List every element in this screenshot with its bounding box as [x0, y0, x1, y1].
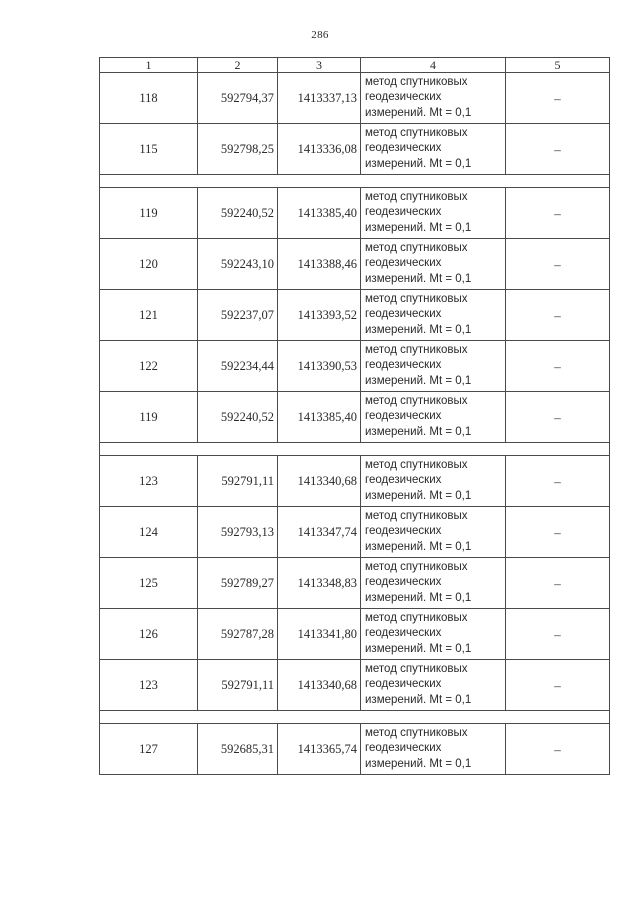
- note-cell: –: [506, 290, 610, 341]
- method-line: метод спутниковых: [365, 560, 468, 573]
- note-cell: –: [506, 609, 610, 660]
- column-header: 5: [506, 58, 610, 73]
- method-line: геодезических: [365, 474, 442, 487]
- note-cell: –: [506, 188, 610, 239]
- point-number-cell: 125: [100, 558, 198, 609]
- y-coordinate-cell: 1413348,83: [278, 558, 361, 609]
- y-coordinate-cell: 1413388,46: [278, 239, 361, 290]
- method-line: измерений. Mt = 0,1: [365, 489, 472, 502]
- table-row: [100, 239, 610, 290]
- separator-row: [100, 443, 610, 456]
- note-cell: –: [506, 507, 610, 558]
- method-cell: [361, 558, 506, 609]
- method-line: метод спутниковых: [365, 458, 468, 471]
- method-line: геодезических: [365, 678, 442, 691]
- column-header: 1: [100, 58, 198, 73]
- method-line: измерений. Mt = 0,1: [365, 642, 472, 655]
- table-row: [100, 724, 610, 775]
- method-line: геодезических: [365, 742, 442, 755]
- point-number-cell: 122: [100, 341, 198, 392]
- method-line: измерений. Mt = 0,1: [365, 591, 472, 604]
- y-coordinate-cell: 1413341,80: [278, 609, 361, 660]
- separator-cell: [100, 175, 610, 188]
- method-line: измерений. Mt = 0,1: [365, 693, 472, 706]
- method-line: метод спутниковых: [365, 292, 468, 305]
- y-coordinate-cell: 1413336,08: [278, 124, 361, 175]
- y-coordinate-cell: 1413340,68: [278, 456, 361, 507]
- y-coordinate-cell: 1413347,74: [278, 507, 361, 558]
- x-coordinate-cell: 592791,11: [198, 456, 278, 507]
- x-coordinate-cell: 592794,37: [198, 73, 278, 124]
- method-cell: [361, 290, 506, 341]
- method-cell: [361, 724, 506, 775]
- table-row: [100, 73, 610, 124]
- column-header: 3: [278, 58, 361, 73]
- method-line: метод спутниковых: [365, 343, 468, 356]
- method-line: измерений. Mt = 0,1: [365, 425, 472, 438]
- method-line: метод спутниковых: [365, 611, 468, 624]
- column-header: 2: [198, 58, 278, 73]
- note-cell: –: [506, 124, 610, 175]
- note-cell: –: [506, 558, 610, 609]
- method-line: геодезических: [365, 410, 442, 423]
- x-coordinate-cell: 592793,13: [198, 507, 278, 558]
- table-row: [100, 290, 610, 341]
- note-cell: –: [506, 724, 610, 775]
- table-row: [100, 609, 610, 660]
- y-coordinate-cell: 1413390,53: [278, 341, 361, 392]
- coordinates-table: [99, 57, 610, 775]
- table-row: [100, 124, 610, 175]
- method-line: геодезических: [365, 627, 442, 640]
- x-coordinate-cell: 592685,31: [198, 724, 278, 775]
- method-line: геодезических: [365, 576, 442, 589]
- x-coordinate-cell: 592243,10: [198, 239, 278, 290]
- x-coordinate-cell: 592234,44: [198, 341, 278, 392]
- method-cell: [361, 124, 506, 175]
- method-line: измерений. Mt = 0,1: [365, 221, 472, 234]
- method-line: геодезических: [365, 206, 442, 219]
- y-coordinate-cell: 1413393,52: [278, 290, 361, 341]
- method-cell: [361, 239, 506, 290]
- method-cell: [361, 609, 506, 660]
- table-row: [100, 660, 610, 711]
- point-number-cell: 124: [100, 507, 198, 558]
- method-line: геодезических: [365, 359, 442, 372]
- x-coordinate-cell: 592240,52: [198, 188, 278, 239]
- x-coordinate-cell: 592787,28: [198, 609, 278, 660]
- separator-row: [100, 711, 610, 724]
- method-line: геодезических: [365, 142, 442, 155]
- method-line: измерений. Mt = 0,1: [365, 374, 472, 387]
- method-cell: [361, 341, 506, 392]
- column-header: 4: [361, 58, 506, 73]
- point-number-cell: 120: [100, 239, 198, 290]
- coordinates-table-body: [100, 58, 610, 775]
- table-row: [100, 188, 610, 239]
- point-number-cell: 119: [100, 392, 198, 443]
- method-line: метод спутниковых: [365, 75, 468, 88]
- method-line: метод спутниковых: [365, 509, 468, 522]
- note-cell: –: [506, 456, 610, 507]
- y-coordinate-cell: 1413385,40: [278, 392, 361, 443]
- x-coordinate-cell: 592240,52: [198, 392, 278, 443]
- separator-cell: [100, 711, 610, 724]
- method-line: метод спутниковых: [365, 394, 468, 407]
- point-number-cell: 115: [100, 124, 198, 175]
- table-row: [100, 392, 610, 443]
- method-line: метод спутниковых: [365, 126, 468, 139]
- x-coordinate-cell: 592789,27: [198, 558, 278, 609]
- method-line: измерений. Mt = 0,1: [365, 323, 472, 336]
- method-line: измерений. Mt = 0,1: [365, 272, 472, 285]
- method-cell: [361, 392, 506, 443]
- method-line: геодезических: [365, 308, 442, 321]
- method-line: измерений. Mt = 0,1: [365, 157, 472, 170]
- note-cell: –: [506, 660, 610, 711]
- table-header-row: [100, 58, 610, 73]
- method-line: метод спутниковых: [365, 190, 468, 203]
- y-coordinate-cell: 1413337,13: [278, 73, 361, 124]
- table-row: [100, 456, 610, 507]
- method-cell: [361, 188, 506, 239]
- method-line: геодезических: [365, 525, 442, 538]
- method-cell: [361, 507, 506, 558]
- x-coordinate-cell: 592237,07: [198, 290, 278, 341]
- separator-row: [100, 175, 610, 188]
- method-cell: [361, 660, 506, 711]
- point-number-cell: 127: [100, 724, 198, 775]
- table-row: [100, 558, 610, 609]
- point-number-cell: 121: [100, 290, 198, 341]
- method-line: измерений. Mt = 0,1: [365, 106, 472, 119]
- point-number-cell: 118: [100, 73, 198, 124]
- point-number-cell: 123: [100, 660, 198, 711]
- x-coordinate-cell: 592798,25: [198, 124, 278, 175]
- point-number-cell: 126: [100, 609, 198, 660]
- page-number: 286: [311, 29, 329, 41]
- method-cell: [361, 456, 506, 507]
- method-line: геодезических: [365, 91, 442, 104]
- separator-cell: [100, 443, 610, 456]
- y-coordinate-cell: 1413385,40: [278, 188, 361, 239]
- note-cell: –: [506, 392, 610, 443]
- method-cell: [361, 73, 506, 124]
- point-number-cell: 119: [100, 188, 198, 239]
- y-coordinate-cell: 1413340,68: [278, 660, 361, 711]
- note-cell: –: [506, 341, 610, 392]
- method-line: метод спутниковых: [365, 726, 468, 739]
- note-cell: –: [506, 239, 610, 290]
- table-row: [100, 341, 610, 392]
- x-coordinate-cell: 592791,11: [198, 660, 278, 711]
- method-line: метод спутниковых: [365, 662, 468, 675]
- note-cell: –: [506, 73, 610, 124]
- y-coordinate-cell: 1413365,74: [278, 724, 361, 775]
- table-row: [100, 507, 610, 558]
- point-number-cell: 123: [100, 456, 198, 507]
- method-line: геодезических: [365, 257, 442, 270]
- method-line: измерений. Mt = 0,1: [365, 540, 472, 553]
- method-line: метод спутниковых: [365, 241, 468, 254]
- method-line: измерений. Mt = 0,1: [365, 757, 472, 770]
